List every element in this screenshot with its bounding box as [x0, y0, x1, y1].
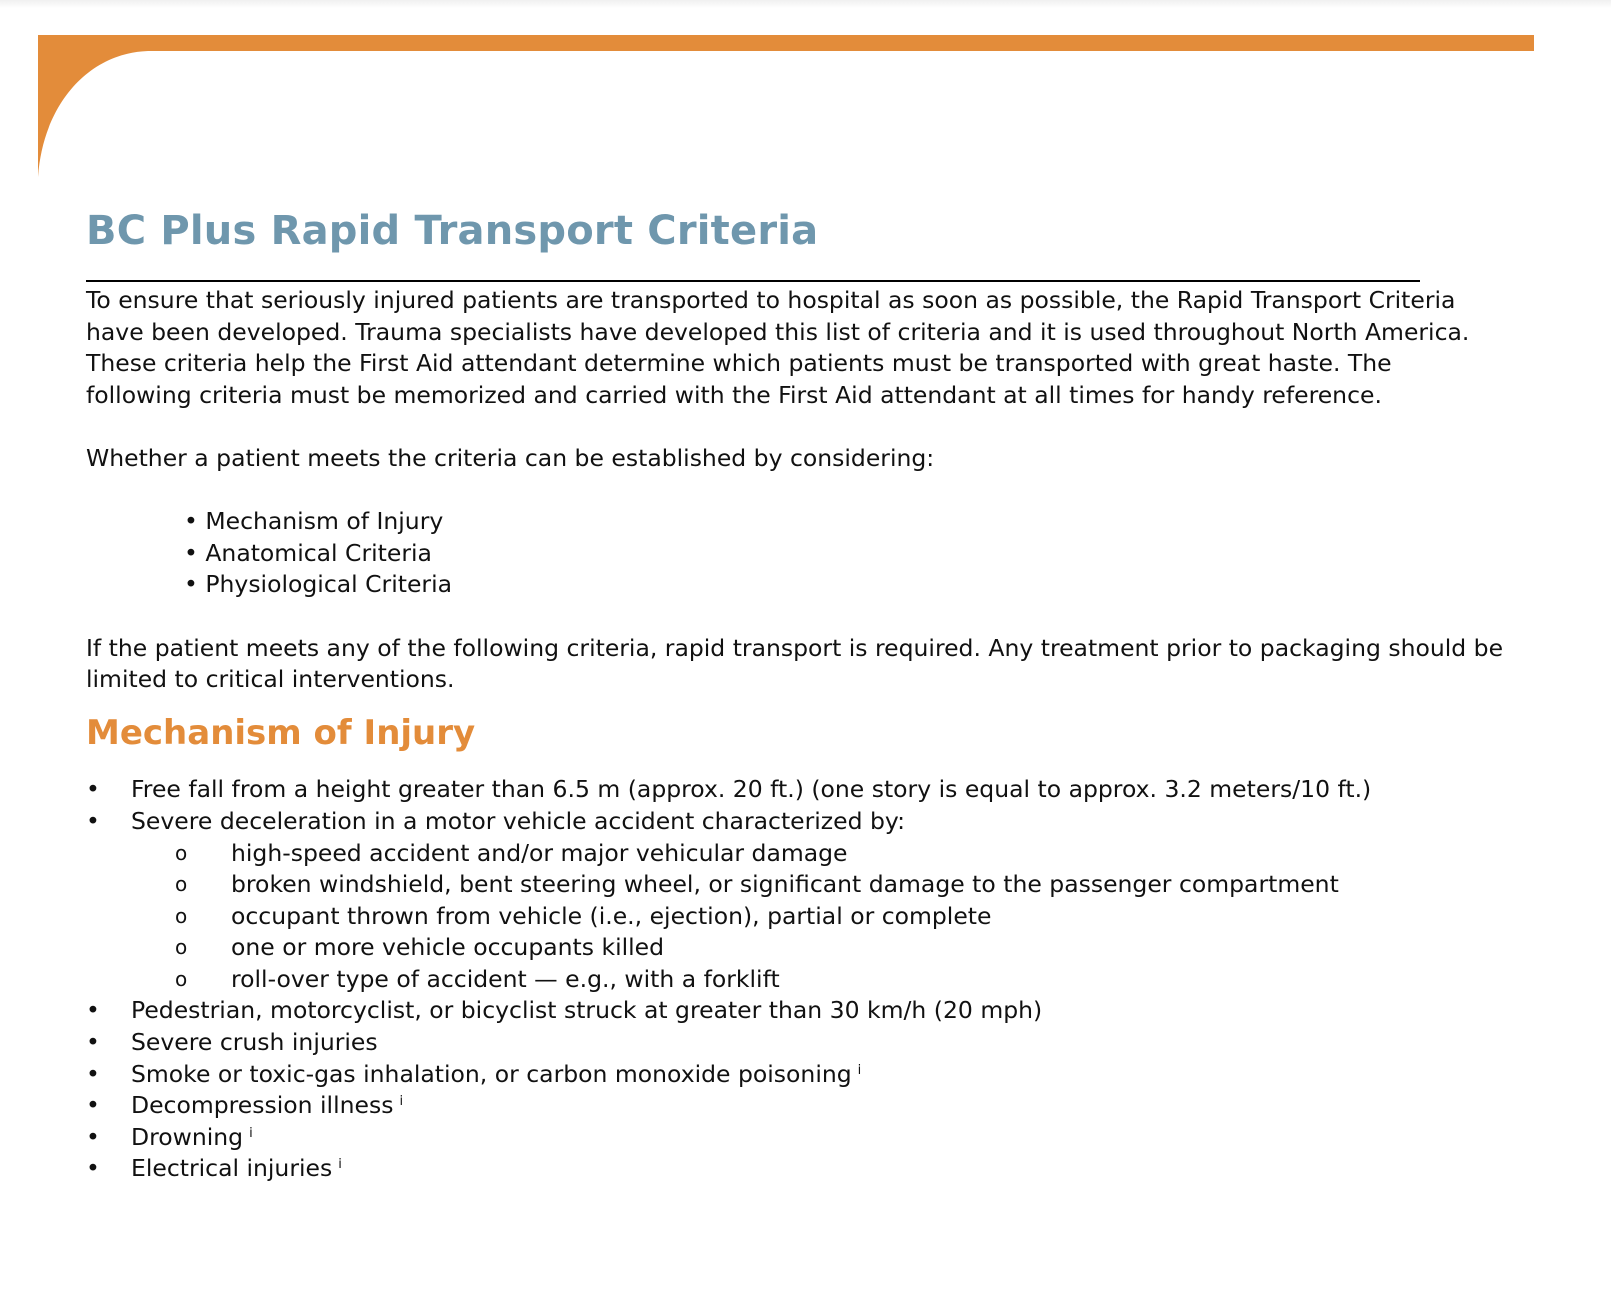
considerations-list	[86, 506, 1506, 601]
mechanism-list	[86, 774, 1506, 1185]
list-item: • Free fall from a height greater than 6.5 m (approx. 20 ft.) (one story is equal to approx. 3.2 meters/10 ft.)	[86, 775, 1372, 804]
sublist-item: o high-speed accident and/or major vehicular damage	[175, 838, 848, 867]
title-divider	[86, 280, 1420, 282]
list-item: • Electrical injuries $^i$	[86, 1154, 342, 1183]
section-heading: Mechanism of Injury	[86, 712, 476, 753]
list-item: • Smoke or toxic-gas inhalation, or carbon monoxide poisoning $^i$	[86, 1059, 862, 1088]
page-top-edge	[0, 0, 1611, 8]
sublist-item: o roll-over type of accident — e.g., with a forklift	[175, 964, 780, 993]
considering-paragraph: Whether a patient meets the criteria can be established by considering:	[86, 443, 935, 472]
footnote-marker[interactable]: i	[249, 1125, 253, 1141]
requirement-paragraph: If the patient meets any of the following criteria, rapid transport is required. Any treatment prior to packaging should be limited to critical interventions.	[86, 633, 1504, 694]
page-title: BC Plus Rapid Transport Criteria	[86, 208, 819, 254]
list-item: • Drowning $^i$	[86, 1122, 253, 1151]
list-item: • Severe crush injuries	[86, 1028, 378, 1057]
list-item: • Decompression illness $^i$	[86, 1091, 404, 1120]
footnote-marker[interactable]: i	[857, 1062, 862, 1078]
deceleration-sublist	[86, 838, 1506, 996]
list-item: • Severe deceleration in a motor vehicle accident characterized by:	[86, 806, 906, 835]
sublist-item: o occupant thrown from vehicle (i.e., ejection), partial or complete	[175, 901, 992, 930]
sublist-item: o one or more vehicle occupants killed	[175, 933, 665, 962]
footnote-marker[interactable]: i	[338, 1157, 342, 1173]
list-item: • Pedestrian, motorcyclist, or bicyclist struck at greater than 30 km/h (20 mph)	[86, 996, 1043, 1025]
orange-header-banner	[38, 35, 1534, 177]
sublist-container	[86, 838, 1506, 996]
footnote-marker[interactable]: i	[399, 1094, 404, 1110]
list-item: • Physiological Criteria	[184, 569, 1506, 601]
document-body	[86, 285, 1506, 1185]
list-item: • Mechanism of Injury	[184, 506, 1506, 538]
sublist-item: o broken windshield, bent steering wheel, or significant damage to the passenger compartment	[175, 870, 1339, 899]
intro-paragraph: To ensure that seriously injured patients are transported to hospital as soon as possible, the Rapid Transport Criteria have been developed. Trauma specialists have developed this list of criteria and it is used throughout North America. These criteria help the First Aid attendant determine which patients must be transported with great haste. The following criteria must be memorized and carried with the First Aid attendant at all times for handy reference.	[86, 286, 1470, 409]
list-item: • Anatomical Criteria	[184, 538, 1506, 570]
